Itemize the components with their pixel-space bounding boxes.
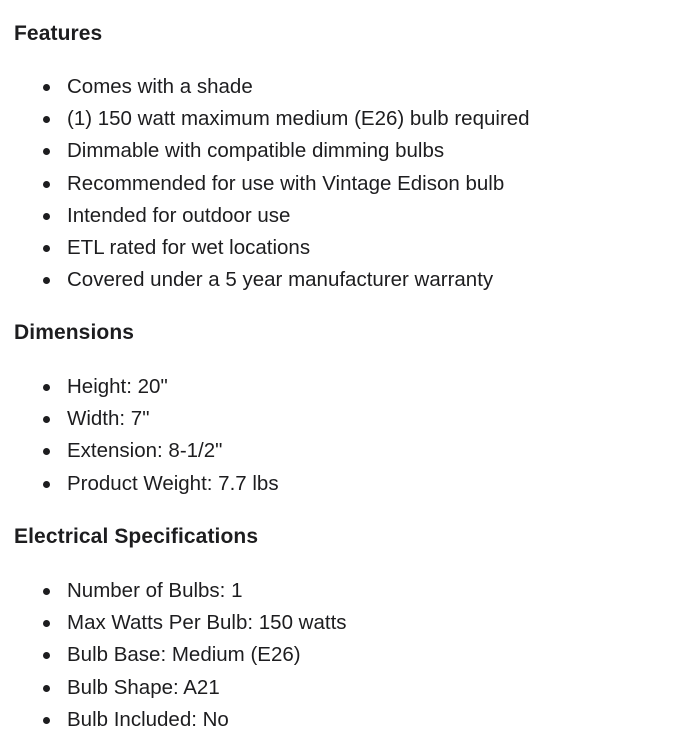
dimensions-heading: Dimensions: [14, 321, 135, 344]
bullet-icon: [43, 481, 50, 488]
bullet-icon: [43, 277, 50, 284]
bullet-icon: [43, 717, 50, 724]
bullet-icon: [43, 448, 50, 455]
bullet-icon: [43, 148, 50, 155]
bullet-icon: [43, 245, 50, 252]
bullet-icon: [43, 116, 50, 123]
bullet-icon: [43, 384, 50, 391]
bullet-icon: [43, 685, 50, 692]
features-heading: Features: [14, 22, 103, 45]
product-spec-page: Features Comes with a shade (1) 150 watt maximum medium (E26) bulb required Dimmable with compatible dimming bulbs Recommended for use with Vintage Edison bulb Intended for outdoor use ETL rated for wet locations Covered under a 5 year manufacturer warranty Dimensions Height: 20" Width: 7" Extension: 8-1/2" Product Weight: 7.7 lbs Electrical Specifications Number of Bulbs: 1 Max Watts Per Bulb: 150 watts Bulb Base: Medium (E26) Bulb Shape: A21 Bulb Included: No: [14, 22, 530, 731]
bullet-icon: [43, 181, 50, 188]
bullet-icon: [43, 213, 50, 220]
bullet-icon: [43, 620, 50, 627]
bullet-icon: [43, 84, 50, 91]
electrical-specifications-heading: Electrical Specifications: [14, 525, 259, 548]
bullet-icon: [43, 652, 50, 659]
bullet-icon: [43, 416, 50, 423]
bullet-icon: [43, 588, 50, 595]
